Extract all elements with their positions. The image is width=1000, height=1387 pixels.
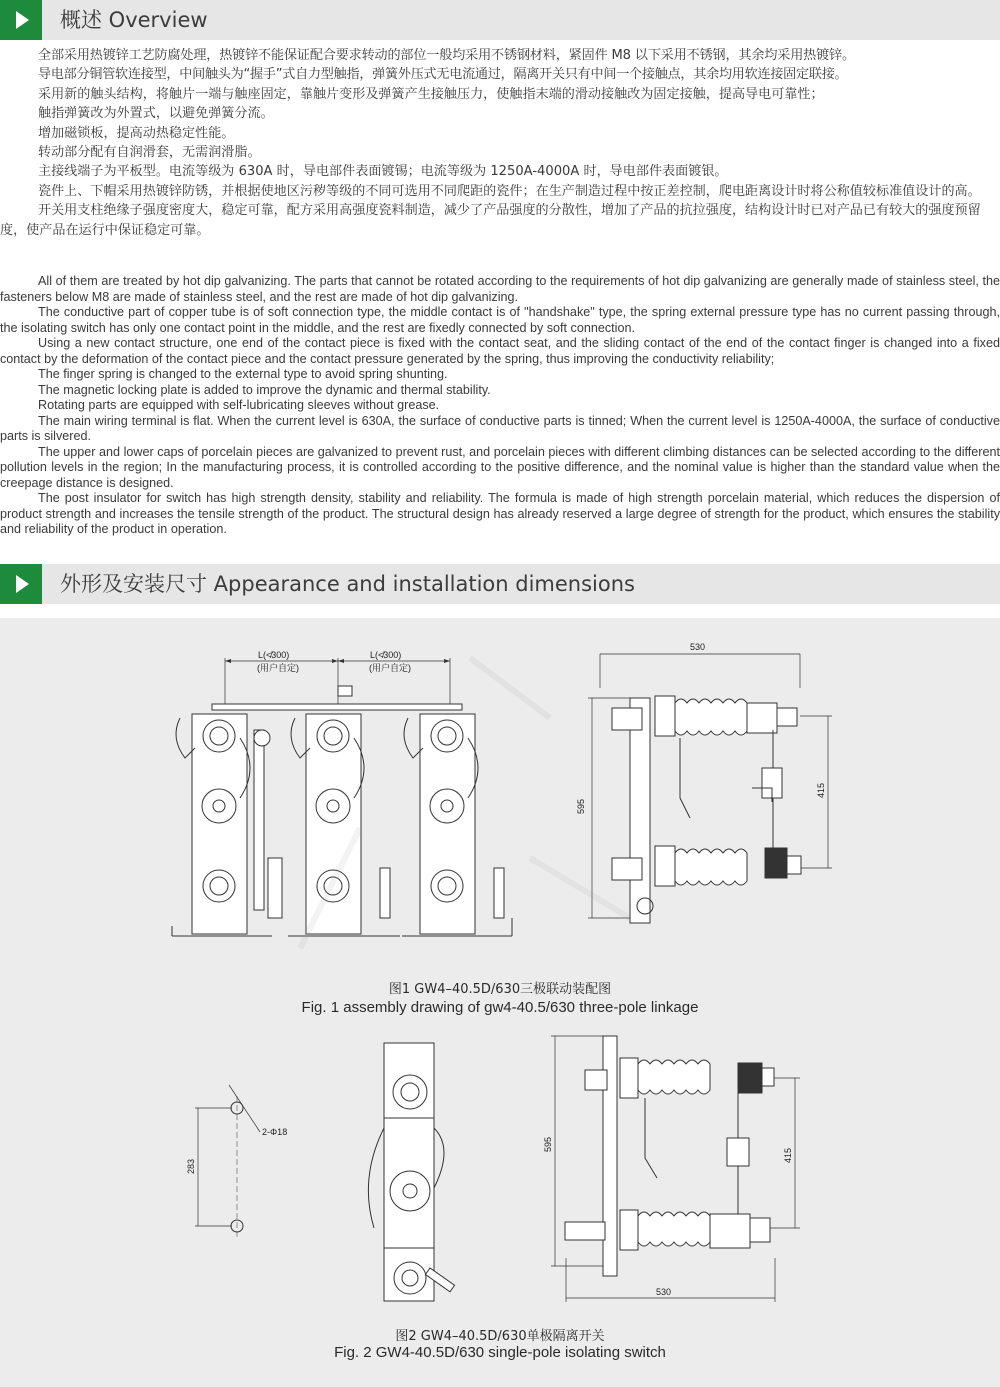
fig2-dim-width: 530 (656, 1287, 672, 1297)
cn-paragraph: 主接线端子为平板型。电流等级为 630A 时，导电部件表面镀锡；电流等级为 1250A-4000A 时，导电部件表面镀银。 (38, 164, 728, 180)
fig1-dim-inner: 415 (816, 782, 826, 798)
overview-chinese-text (0, 46, 1000, 240)
fig1-three-pole-drawing (172, 650, 512, 936)
play-triangle-icon (16, 11, 29, 29)
fig1-dim-l2: L(≮300) (370, 650, 402, 660)
cn-paragraph: 全部采用热镀锌工艺防腐处理，热镀锌不能保证配合要求转动的部位一般均采用不锈钢材料，紧固件 M8 以下采用不锈钢，其余均采用热镀锌。 (38, 48, 855, 63)
section-header-dimensions (0, 564, 1000, 604)
fig2-single-pole-front-drawing (368, 1043, 454, 1301)
en-paragraph: Rotating parts are equipped with self-lubricating sleeves without grease. (38, 398, 440, 412)
fig1-caption-cn: 图1 GW4–40.5D/630三极联动装配图 (388, 982, 612, 997)
fig2-dim-hole: 2-Φ18 (262, 1127, 288, 1137)
fig1-dim-l2-note: (用户自定) (369, 663, 411, 673)
en-paragraph: All of them are treated by hot dip galvanizing. The parts that cannot be rotated according to the requirements of hot dip galvanizing are generally made of stainless steel, the fasteners below M8 are made of stainless steel, and the rest are made of hot dip galvanizing. (0, 274, 1000, 304)
play-triangle-icon (16, 575, 29, 593)
fig1-dim-l1: L(≮300) (258, 650, 290, 660)
en-paragraph: The conductive part of copper tube is of soft connection type, the middle contact is of "handshake" type, the spring external pressure type has no current passing through, the isolating switch has only one contact point in the middle, and the rest are fixedly connected by soft connection. (0, 305, 1000, 335)
fig2-caption-en: Fig. 2 GW4-40.5D/630 single-pole isolating switch (334, 1344, 666, 1361)
fig1-dim-width: 530 (690, 642, 706, 652)
fig1-caption-en: Fig. 1 assembly drawing of gw4-40.5/630 three-pole linkage (301, 999, 699, 1016)
cn-paragraph: 增加磁锁板，提高动热稳定性能。 (38, 125, 235, 141)
section-marker (0, 0, 42, 40)
overview-english-text (0, 274, 1000, 538)
en-paragraph: Using a new contact structure, one end of the contact piece is fixed with the contact seat, and the sliding contact of the end of the contact finger is changed into a fixed contact by the deformation of the contact piece and the contact pressure generated by the spring, thus improving the conductivity reliability; (0, 336, 1000, 366)
en-paragraph: The finger spring is changed to the external type to avoid spring shunting. (38, 367, 448, 381)
fig1-dim-height: 595 (576, 798, 586, 814)
en-paragraph: The upper and lower caps of porcelain pieces are galvanized to prevent rust, and porcelain pieces with different climbing distances can be selected according to the different pollution levels in the region; In the manufacturing process, it is controlled according to the positive difference, and the nominal value is higher than the standard value when the creepage distance is designed. (0, 444, 1000, 490)
section-title-overview: 概述 Overview (60, 8, 208, 32)
cn-paragraph: 转动部分配有自润滑套，无需润滑脂。 (38, 145, 261, 161)
fig2-single-pole-side-drawing (543, 1036, 800, 1302)
fig2-dim-inner: 415 (783, 1147, 793, 1163)
cn-paragraph: 瓷件上、下帽采用热镀锌防锈，并根据使地区污秽等级的不同可选用不同爬距的瓷件；在生产制造过程中按正差控制，爬电距离设计时将公称值较标准值设计的高。 (38, 183, 981, 199)
section-header-overview (0, 0, 1000, 40)
drawing-panel (0, 618, 1000, 1387)
fig2-mounting-holes-drawing (186, 1085, 287, 1238)
fig2-dim-height: 595 (543, 1136, 553, 1152)
section-marker (0, 564, 42, 604)
cn-paragraph: 触指弹簧改为外置式，以避免弹簧分流。 (38, 106, 274, 122)
cn-paragraph: 采用新的触头结构，将触片一端与触座固定，靠触片变形及弹簧产生接触压力，使触指末端的滑动接触改为固定接触，提高导电可靠性； (38, 86, 824, 102)
cn-paragraph: 导电部分铜管软连接型，中间触头为“握手”式自力型触指，弹簧外压式无电流通过，隔离开关只有中间一个接触点，其余均用软连接固定联接。 (38, 67, 848, 83)
cn-paragraph: 开关用支柱绝缘子强度密度大，稳定可靠，配方采用高强度瓷料制造，减少了产品强度的分散性，增加了产品的抗拉强度，结构设计时已对产品已有较大的强度预留度，使产品在运行中保证稳定可靠。 (0, 203, 981, 238)
en-paragraph: The post insulator for switch has high strength density, stability and reliability. The formula is made of high strength porcelain material, which reduces the dispersion of product strength and increases the tensile strength of the product. The structural design has already reserved a large degree of strength for the product, which ensures the stability and reliability of the product in operation. (0, 491, 1000, 536)
en-paragraph: The magnetic locking plate is added to improve the dynamic and thermal stability. (38, 382, 491, 397)
fig2-caption-cn: 图2 GW4–40.5D/630单极隔离开关 (395, 1329, 605, 1344)
fig1-side-view-drawing (576, 642, 832, 923)
en-paragraph: The main wiring terminal is flat. When the current level is 630A, the surface of conductive parts is tinned; When the current level is 1250A-4000A, the surface of conductive parts is silvered. (0, 413, 1000, 443)
section-title-dimensions: 外形及安装尺寸 Appearance and installation dimensions (60, 572, 635, 596)
fig1-dim-l1-note: (用户自定) (257, 663, 299, 673)
fig2-dim-spacing: 283 (186, 1158, 196, 1174)
